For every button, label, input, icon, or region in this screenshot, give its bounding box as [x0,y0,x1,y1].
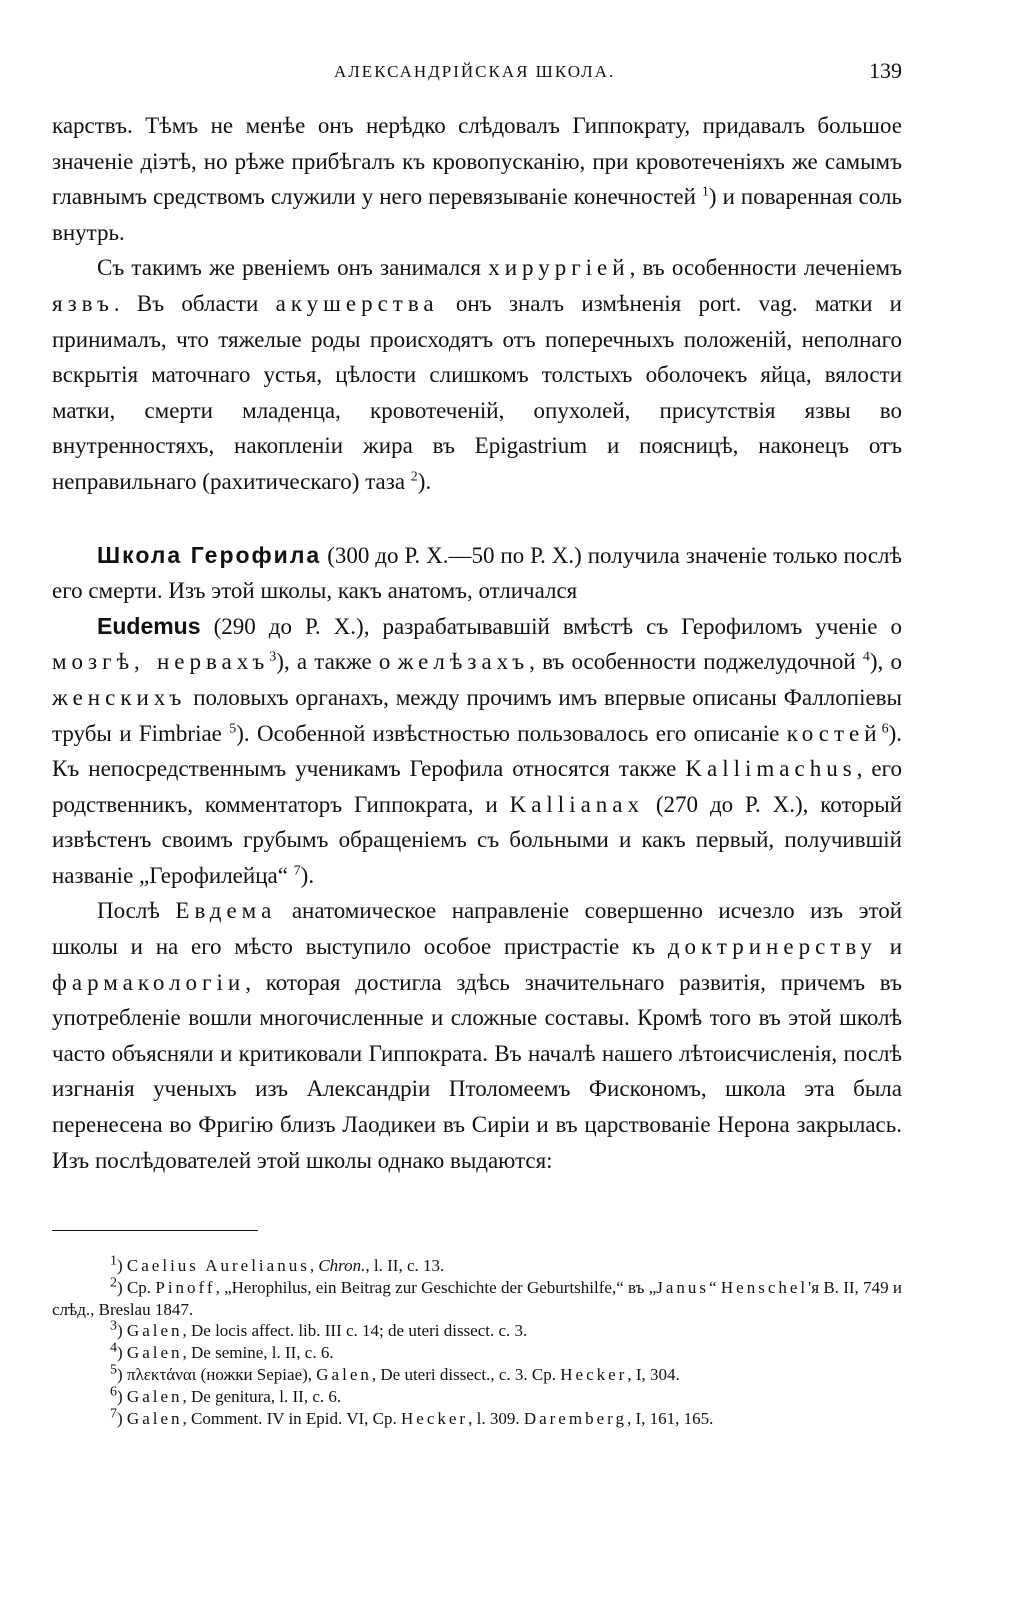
footnote-title: Chron. [318,1256,366,1275]
footnote-author: Hecker [401,1408,469,1428]
footnote-author: Galen [316,1364,372,1384]
page-header [52,58,902,92]
section-heading-term: Школа Герофила [97,541,322,568]
footnote-paren: ) [117,1256,127,1275]
footnote-author: Daremberg [523,1408,627,1428]
footnote-text: , Comment. IV in Epid. VI, Cp. [182,1408,402,1428]
text-run: и [876,934,903,960]
text-run: Съ такимъ же рвеніемъ онъ занимался [97,255,489,281]
footnote-number: 5 [110,1362,117,1378]
footnote-paren: ) [117,1364,127,1384]
footnote-paren: ) [117,1277,127,1297]
spaced-term: женскихъ [52,684,187,710]
text-run: ), а также о [276,649,398,675]
footnote-text: , [309,1256,319,1275]
spaced-term: язвъ [52,290,114,316]
footnote-number: 7 [110,1405,117,1421]
paragraph-5 [52,893,902,1178]
footnote-ref: 7 [293,863,301,879]
footnote-text: , De genitura, l. II, c. 6. [182,1386,342,1406]
text-run: (290 до Р. Х.), разрабатывавшій вмѣстѣ съ Герофиломъ ученіе о [200,613,902,639]
footnote-text: 'я B. II, 749 и слѣд., Breslau 1847. [52,1277,902,1319]
spaced-term: акушерства [275,290,439,316]
spaced-term: костей [786,720,882,746]
paragraph-2 [52,250,902,499]
text-run: ). Къ непосредственнымъ ученикамъ Герофила относятся также [52,720,902,782]
bold-name: Eudemus [97,612,201,639]
footnote-text: , De semine, l. II, c. 6. [182,1343,334,1363]
footnote-author: Galen [126,1408,183,1428]
page-number: 139 [869,58,902,83]
footnote-number: 6 [110,1384,117,1400]
text-run: половыхъ органахъ, между прочимъ имъ впервые описаны Фаллопіевы трубы и Fimbriae [52,684,902,746]
footnote-number: 3 [110,1318,117,1334]
footnote-text: πλεκτάναι (ножки Sepiae), [126,1364,317,1384]
text-run: ). Особенной извѣстностью пользовалось его описаніе [236,720,787,746]
footnote-author: Galen [126,1321,183,1341]
spaced-term: Kallimachus [685,756,857,782]
footnote-text: , „Herophilus, ein Beitrag zur Geschichte der Geburtshilfe,“ въ „ [215,1277,657,1297]
footnote-number: 1 [110,1253,117,1269]
footnote-ref: 5 [229,720,237,736]
spaced-term: хирургіей [488,255,630,281]
footnote [52,1364,902,1386]
paragraph-1 [52,108,902,250]
footnote-author: Hecker [560,1364,628,1384]
text-run: ). [300,862,315,888]
spaced-term: желѣзахъ [397,649,530,675]
text-run: анатомическое направленіе совершенно исчезло изъ этой школы и на его мѣсто выступило особое пристрастіе къ [52,898,903,960]
text-run: , которая достигла здѣсь значительнаго развитія, причемъ въ употребленіе вошли многочисленные и сложные составы. Кромѣ того въ этой школѣ часто объясняли и критиковали Гиппократа. Въ началѣ нашего лѣтоисчисленія, послѣ изгнанія ученыхъ изъ Александріи Птоломеемъ Фискономъ, школа эта была перенесена во Фригію близъ Лаодикеи въ Сиріи и въ царствованіе Нерона закрылась. Изъ послѣдователей этой школы однако выдаются: [52,969,902,1173]
footnote-paren: ) [117,1386,127,1406]
footnote-separator [52,1230,258,1231]
spaced-term: мозгѣ, нервахъ [52,649,270,675]
text-run: ). [417,468,432,494]
footnotes [52,1255,902,1429]
footnote-text: , De uteri dissect., c. 3. Cp. [371,1364,561,1384]
footnote-text: , I, 161, 165. [626,1408,714,1428]
footnote [52,1277,902,1321]
footnote-paren: ) [117,1408,127,1428]
spaced-term: доктринерству [667,934,877,960]
footnote [52,1320,902,1342]
paragraph-3 [52,538,902,609]
text-run: карствъ. Тѣмъ не менѣе онъ нерѣдко слѣдовалъ Гиппократу, придавалъ большое значеніе діэтѣ, но рѣже прибѣгалъ къ кровопусканію, при кровотеченіяхъ же самымъ главнымъ средствомъ служили у него перевязываніе конечностей [52,113,902,210]
text-run: (300 до Р. Х.—50 по Р. Х.) получила значеніе только послѣ его смерти. Изъ этой школы, какъ анатомъ, отличался [52,542,902,604]
footnote [52,1342,902,1364]
footnote-author: Pinoff [155,1277,216,1297]
paragraph-4 [52,609,902,894]
footnote-text: , I, 304. [627,1364,680,1384]
footnote-text: “ [709,1277,721,1297]
footnote-ref: 6 [881,720,889,736]
footnote-text: Cp. [126,1277,156,1297]
footnote-ref: 4 [862,649,870,665]
text-run: (270 до Р. Х.), который извѣстенъ своимъ грубымъ обращеніемъ съ больными и какъ первый, получившій названіе „Герофилейца“ [52,791,902,888]
footnote-author: Henschel [720,1277,809,1297]
spaced-term: фармакологіи [52,969,246,995]
text-run: ), о [869,649,902,675]
footnote-ref: 2 [410,469,418,485]
spaced-term: Евдема [175,898,277,924]
text-run: , въ особенности поджелудочной [529,649,863,675]
footnote-paren: ) [117,1343,127,1363]
footnote-text: , De locis affect. lib. III c. 14; de uteri dissect. c. 3. [182,1321,528,1341]
footnote [52,1255,902,1277]
footnote-number: 4 [110,1340,117,1356]
text-run: . Въ области [113,290,276,316]
footnote [52,1386,902,1408]
footnote-author: Galen [126,1386,183,1406]
footnote-author: Galen [126,1343,183,1363]
spaced-term: Kallianax [509,791,644,817]
footnote-text: , l. II, c. 13. [365,1256,445,1275]
footnote-ref: 3 [269,649,277,665]
text-run: Послѣ [97,898,176,924]
text-run: ) и поваренная соль внутрь. [52,184,902,245]
footnote-text: , l. 309. [468,1408,524,1428]
footnote-ref: 1 [701,184,709,200]
footnote-author: Janus [656,1277,710,1297]
text-run: онъ зналъ измѣненія port. vag. матки и принималъ, что тяжелые роды происходятъ отъ поперечныхъ положеній, неполнаго вскрытія маточнаго устья, цѣлости слишкомъ толстыхъ оболочекъ яйца, вялости матки, смерти младенца, кровотеченій, опухолей, присутствія язвы во внутренностяхъ, накопленіи жира въ Epigastrium и поясницѣ, наконецъ отъ неправильнаго (рахитическаго) таза [52,290,902,494]
main-text [52,108,902,1178]
footnote [52,1405,902,1430]
running-title: АЛЕКСАНДРІЙСКАЯ ШКОЛА. [334,62,616,81]
text-run: , въ особенности леченіемъ [629,255,902,281]
text-run: , его родственникъ, комментаторъ Гиппократа, и [52,756,903,817]
footnote-author: Caelius Aurelianus [126,1256,310,1275]
footnote-number: 2 [110,1275,117,1291]
footnote-paren: ) [117,1321,127,1341]
